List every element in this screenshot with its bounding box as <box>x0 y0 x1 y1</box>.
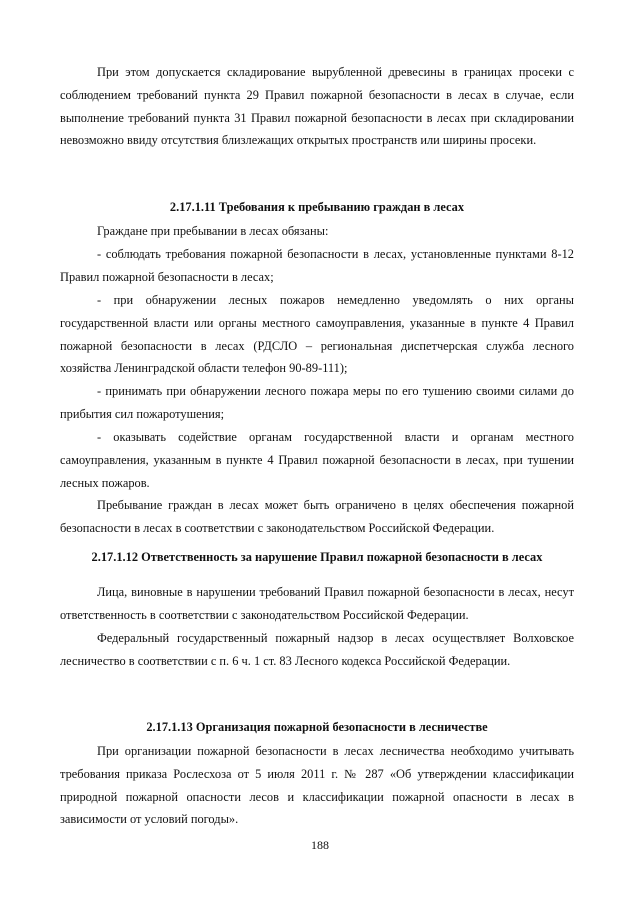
paragraph-timber-storage: При этом допускается складирование вырубленной древесины в границах просеки с соблюдением требований пункта 29 Правил пожарной безопасности в лесах в случае, если выполнение требований пункта 31 Правил пожарной безопасности в лесах при складировании невозможно ввиду отсутствия близлежащих открытых пространств или ширины просеки. <box>60 65 574 148</box>
paragraph-citizens-obliged: Граждане при пребывании в лесах обязаны: <box>97 224 329 238</box>
paragraph-liability: Лица, виновные в нарушении требований Правил пожарной безопасности в лесах, несут ответственность в соответствии с законодательством Российской Федерации. <box>60 585 574 622</box>
page-number: 188 <box>311 838 329 852</box>
paragraph-rosleskhoz-order: При организации пожарной безопасности в лесах лесничества необходимо учитывать требования приказа Рослесхоза от 5 июля 2011 г. № 287 «Об утверждении классификации природной пожарной опасности лесов и классификации пожарной опасности в лесах в зависимости от условий погоды». <box>60 744 574 827</box>
section-heading-citizens-in-forests: 2.17.1.11 Требования к пребыванию граждан в лесах <box>169 200 465 214</box>
section-heading-fire-safety-organization: 2.17.1.13 Организация пожарной безопасности в лесничестве <box>146 720 488 734</box>
paragraph-report-fires: - при обнаружении лесных пожаров немедленно уведомлять о них органы государственной власти или органы местного самоуправления, указанные в пункте 4 Правил пожарной безопасности в лесах (РДСЛО – региональная диспетчерская служба лесного хозяйства Ленинградской области телефон 90-89-111); <box>60 293 574 376</box>
section-heading-liability: 2.17.1.12 Ответственность за нарушение Правил пожарной безопасности в лесах <box>91 550 543 564</box>
paragraph-fire-supervision: Федеральный государственный пожарный надзор в лесах осуществляет Волховское лесничество в соответствии с п. 6 ч. 1 ст. 83 Лесного кодекса Российской Федерации. <box>60 631 574 668</box>
paragraph-comply-requirements: - соблюдать требования пожарной безопасности в лесах, установленные пунктами 8-12 Правил пожарной безопасности в лесах; <box>60 247 574 284</box>
paragraph-assist-authorities: - оказывать содействие органам государственной власти и органам местного самоуправления, указанным в пункте 4 Правил пожарной безопасности в лесах, при тушении лесных пожаров. <box>60 430 574 490</box>
paragraph-stay-restricted: Пребывание граждан в лесах может быть ограничено в целях обеспечения пожарной безопасности в лесах в соответствии с законодательством Российской Федерации. <box>60 498 574 535</box>
paragraph-extinguish-measures: - принимать при обнаружении лесного пожара меры по его тушению своими силами до прибытия сил пожаротушения; <box>60 384 574 421</box>
